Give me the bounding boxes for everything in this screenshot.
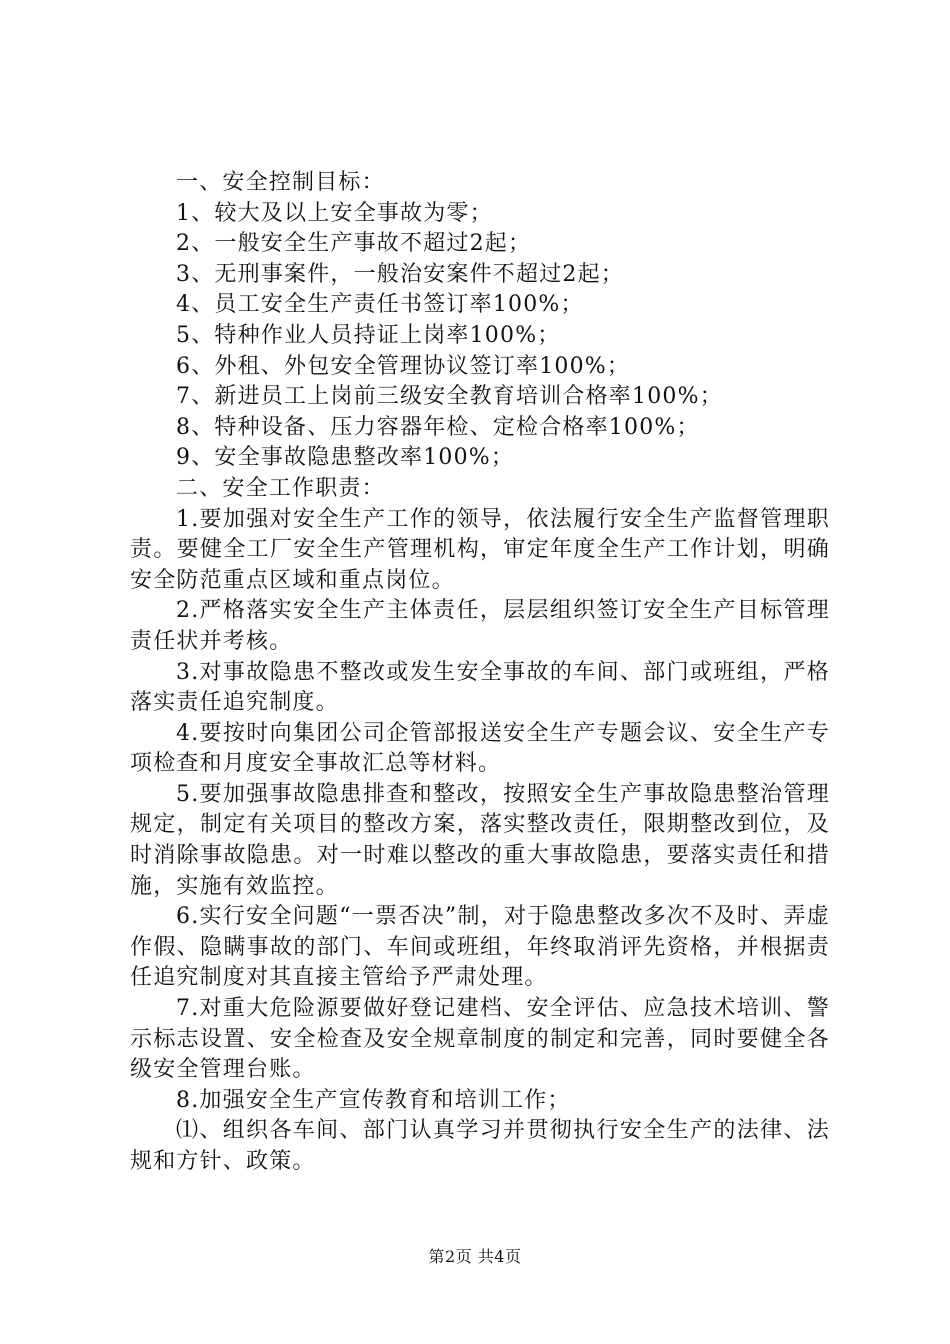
duty-paragraph: 3.对事故隐患不整改或发生安全事故的车间、部门或班组，严格落实责任追究制度。 bbox=[130, 659, 830, 716]
duty-paragraph: 1.要加强对安全生产工作的领导，依法履行安全生产监督管理职责。要健全工厂安全生产管理机构，审定年度全生产工作计划，明确安全防范重点区域和重点岗位。 bbox=[130, 506, 830, 593]
duty-paragraph: 4.要按时向集团公司企管部报送安全生产专题会议、安全生产专项检查和月度安全事故汇总等材料。 bbox=[130, 720, 830, 777]
duty-paragraph: 7.对重大危险源要做好登记建档、安全评估、应急技术培训、警示标志设置、安全检查及安全规章制度的制定和完善，同时要健全各级安全管理台账。 bbox=[130, 996, 830, 1083]
target-item: 8、特种设备、压力容器年检、定检合格率100%； bbox=[176, 414, 700, 440]
duty-paragraph: 8.加强安全生产宣传教育和培训工作； bbox=[176, 1087, 571, 1113]
duty-paragraph: ⑴、组织各车间、部门认真学习并贯彻执行安全生产的法律、法规和方针、政策。 bbox=[130, 1118, 830, 1174]
target-item: 4、员工安全生产责任书签订率100%； bbox=[176, 292, 584, 318]
target-item: 7、新进员工上岗前三级安全教育培训合格率100%； bbox=[176, 384, 723, 410]
target-item: 1、较大及以上安全事故为零； bbox=[176, 200, 493, 226]
duty-paragraph: 5.要加强事故隐患排查和整改，按照安全生产事故隐患整治管理规定，制定有关项目的整改方案，落实整改责任，限期整改到位，及时消除事故隐患。对一时难以整改的重大事故隐患，要落实责任和措施，实施有效监控。 bbox=[130, 781, 830, 899]
document-body bbox=[130, 168, 830, 1178]
section-title-safety-targets: 一、安全控制目标： bbox=[176, 170, 385, 195]
target-item: 3、无刑事案件，一般治安案件不超过2起； bbox=[176, 261, 624, 287]
target-item: 5、特种作业人员持证上岗率100%； bbox=[176, 322, 561, 348]
duty-paragraph: 2.严格落实安全生产主体责任，层层组织签订安全生产目标管理责任状并考核。 bbox=[130, 598, 830, 654]
duty-paragraph: 6.实行安全问题“一票否决”制，对于隐患整改多次不及时、弄虚作假、隐瞒事故的部门、车间或班组，年终取消评先资格，并根据责任追究制度对其直接主管给予严肃处理。 bbox=[130, 904, 830, 991]
target-item: 6、外租、外包安全管理协议签订率100%； bbox=[176, 353, 631, 379]
section-title-safety-duties: 二、安全工作职责： bbox=[176, 475, 385, 501]
target-item: 9、安全事故隐患整改率100%； bbox=[176, 445, 515, 471]
target-item: 2、一般安全生产事故不超过2起； bbox=[176, 231, 532, 257]
page-number-footer: 第2页 共4页 bbox=[428, 1247, 522, 1266]
